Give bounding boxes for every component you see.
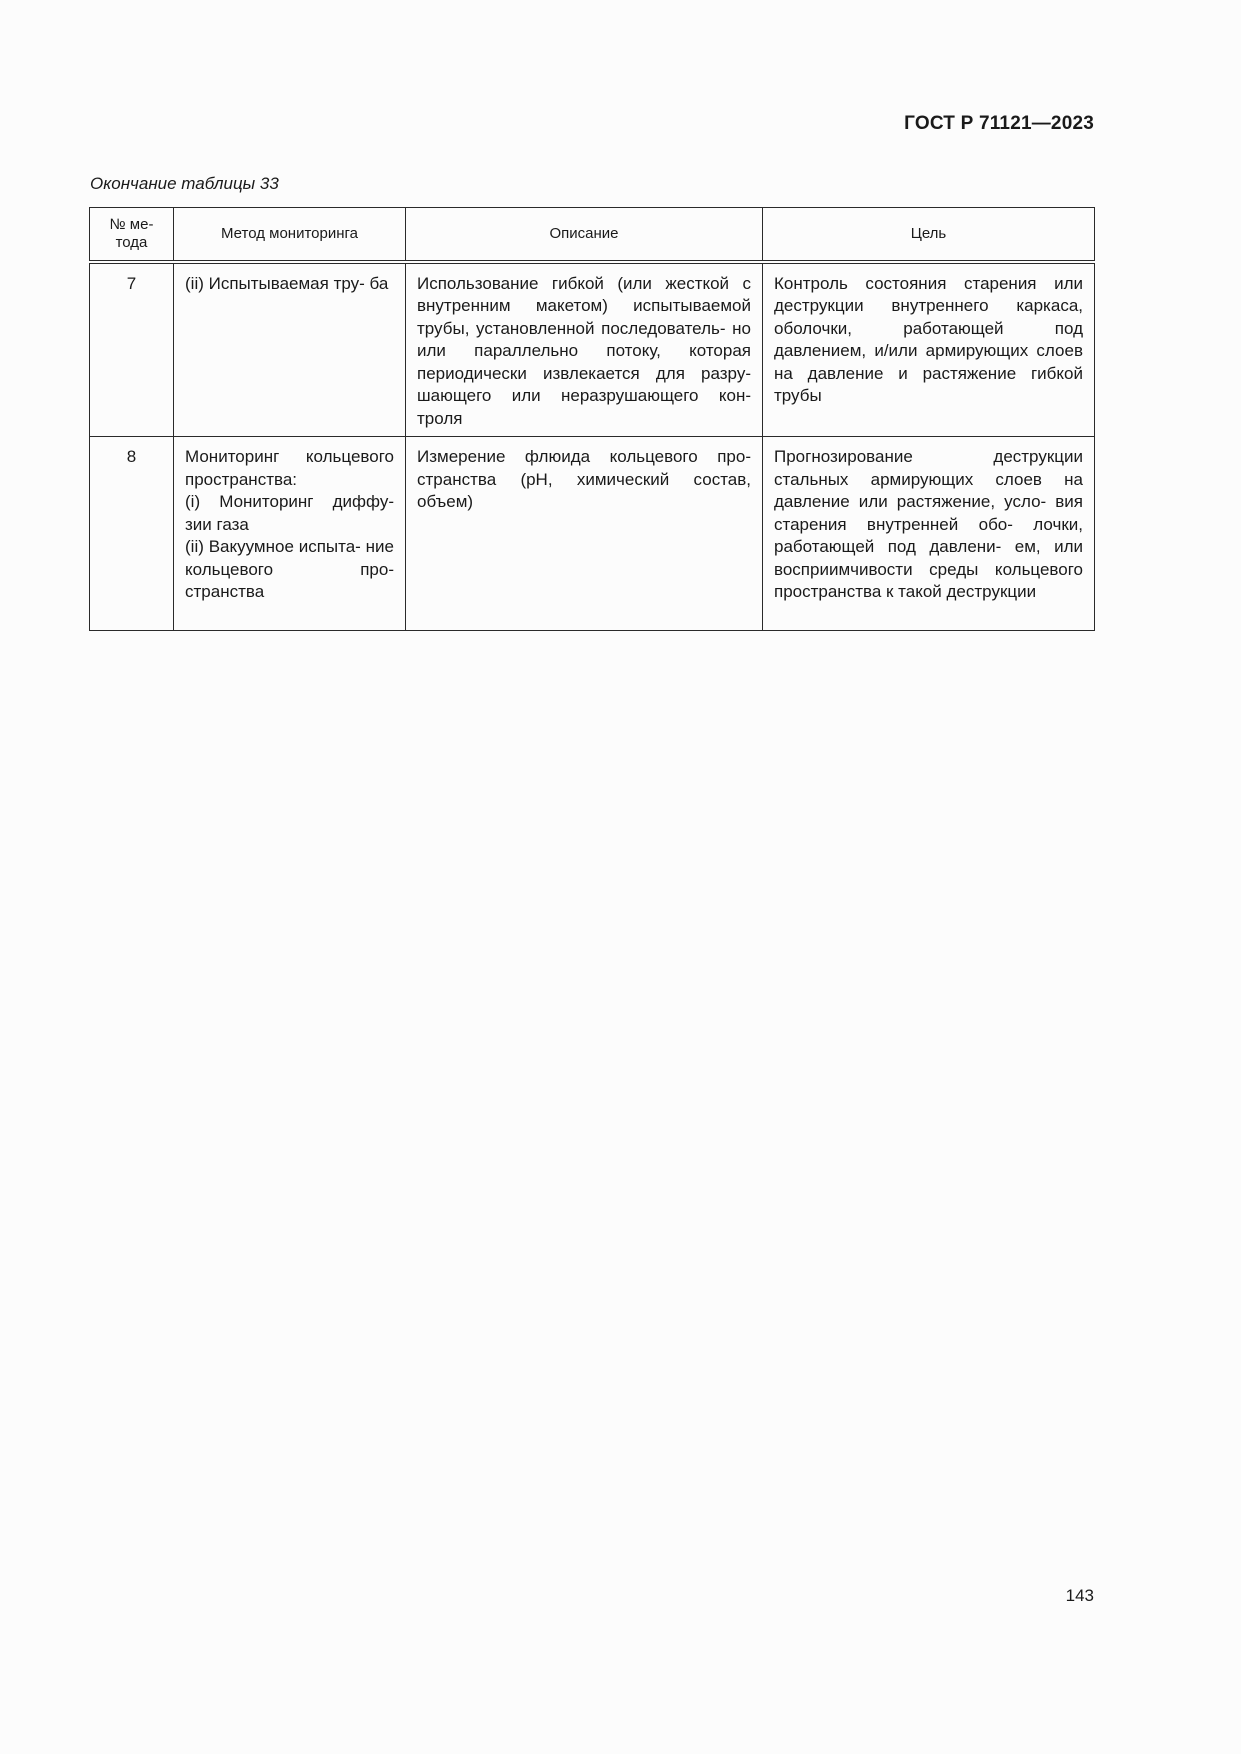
method-description-cell: Использование гибкой (или жесткой с внутренним макетом) испытываемой трубы, установленной последователь- но или параллельно потоку, которая периодически извлекается для разру- шающего или неразрушающего кон- троля bbox=[406, 262, 763, 437]
method-description-cell: Измерение флюида кольцевого про- странства (pH, химический состав, объем) bbox=[406, 437, 763, 631]
monitoring-methods-table bbox=[89, 207, 1095, 631]
column-header-method: Метод мониторинга bbox=[174, 208, 406, 262]
column-header-goal: Цель bbox=[763, 208, 1095, 262]
column-header-number: № ме- тода bbox=[90, 208, 174, 262]
method-name-line: (ii) Вакуумное испыта- ние кольцевого про- странства bbox=[185, 537, 394, 601]
method-name-line: (i) Мониторинг диффу- зии газа bbox=[185, 492, 394, 534]
method-goal-cell: Прогнозирование деструкции стальных армирующих слоев на давление или растяжение, усло- вия старения внутренней обо- лочки, работающей под давлени- ем, или восприимчивости среды кольцевого пространства к такой деструкции bbox=[763, 437, 1095, 631]
table-caption: Окончание таблицы 33 bbox=[90, 174, 279, 193]
method-number-cell: 7 bbox=[90, 262, 174, 437]
table-row bbox=[90, 262, 1095, 437]
page-number: 143 bbox=[1065, 1586, 1094, 1605]
method-goal-cell: Контроль состояния старения или деструкции внутреннего каркаса, оболочки, работающей под давлением, и/или армирующих слоев на давление и растяжение гибкой трубы bbox=[763, 262, 1095, 437]
method-name-cell: (ii) Испытываемая тру- ба bbox=[174, 262, 406, 437]
table-row bbox=[90, 437, 1095, 631]
column-header-description: Описание bbox=[406, 208, 763, 262]
method-name-cell bbox=[174, 437, 406, 631]
document-code: ГОСТ Р 71121—2023 bbox=[904, 113, 1094, 134]
method-number-cell: 8 bbox=[90, 437, 174, 631]
method-name-line: Мониторинг кольцевого пространства: bbox=[185, 447, 394, 489]
table-header-row bbox=[90, 208, 1095, 262]
